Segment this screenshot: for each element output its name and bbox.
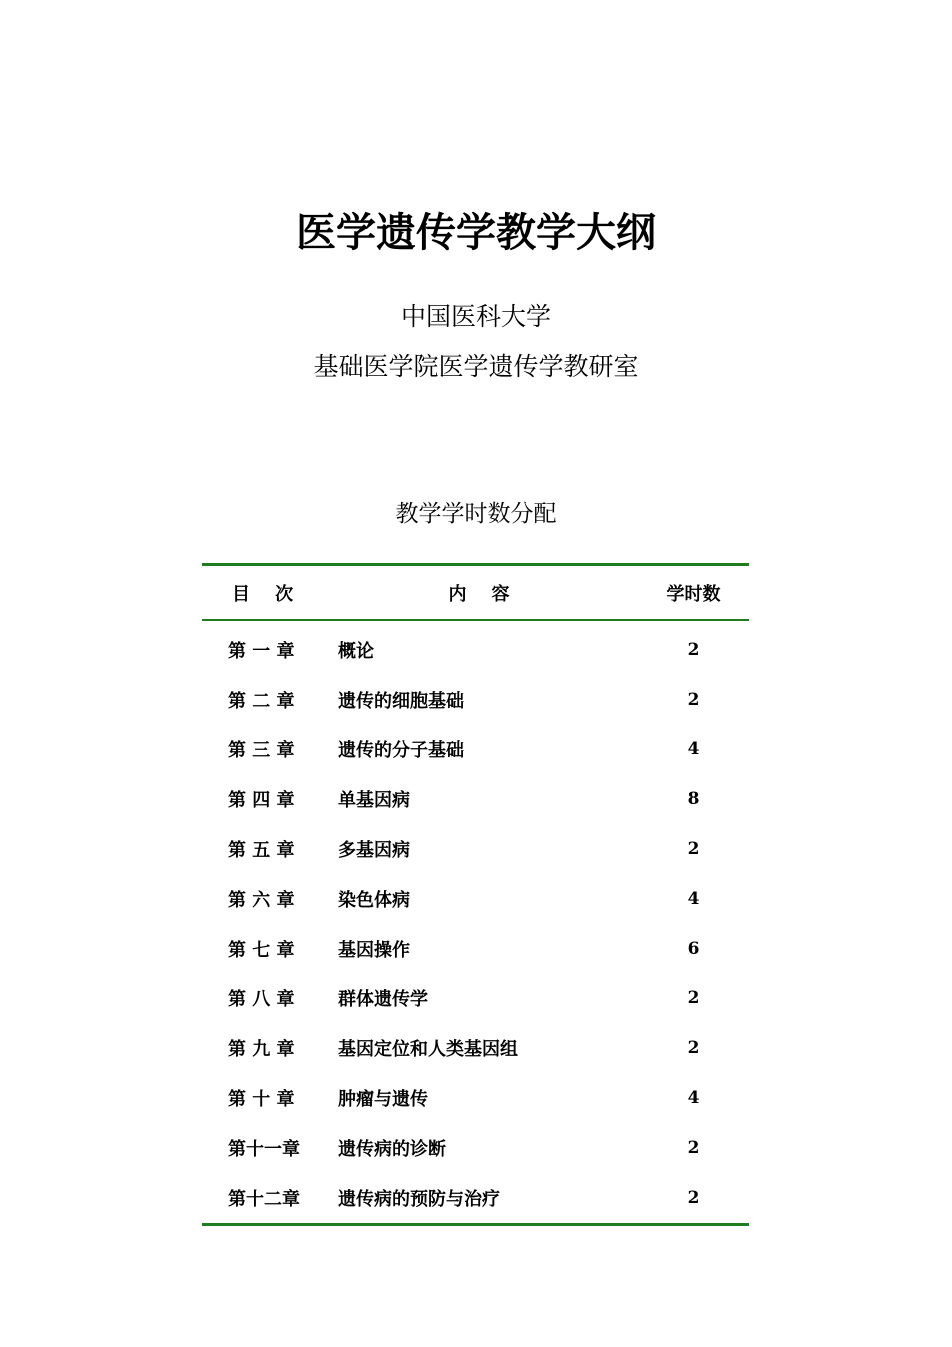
chapter-content: 遗传的分子基础 (338, 740, 464, 762)
chapter-number: 第 八 章 (228, 989, 295, 1011)
chapter-content: 遗传的细胞基础 (338, 690, 464, 712)
chapter-hours: 2 (687, 839, 700, 860)
chapter-number: 第 七 章 (228, 939, 295, 961)
chapter-hours: 6 (687, 938, 700, 959)
chapter-hours: 2 (687, 639, 700, 660)
chapter-number: 第 五 章 (228, 840, 295, 862)
table-row (202, 824, 749, 874)
chapter-content: 概论 (338, 640, 374, 662)
chapter-number: 第 六 章 (228, 889, 295, 911)
chapter-hours: 2 (687, 1038, 700, 1059)
chapter-content: 多基因病 (338, 840, 410, 862)
header-chapter: 目 次 (202, 565, 338, 621)
chapter-content: 单基因病 (338, 790, 410, 812)
table-row (202, 924, 749, 974)
chapter-number: 第 二 章 (228, 690, 295, 712)
header-hours: 学时数 (620, 565, 749, 621)
chapter-hours: 4 (687, 1088, 700, 1109)
table-row (202, 1123, 749, 1173)
chapter-hours: 8 (687, 789, 700, 810)
table-row (202, 725, 749, 775)
chapter-hours: 4 (687, 739, 700, 760)
chapter-number: 第 三 章 (228, 740, 295, 762)
document-title: 医学遗传学教学大纲 (296, 209, 656, 256)
chapter-number: 第 四 章 (228, 790, 295, 812)
chapter-number: 第十二章 (228, 1188, 300, 1210)
chapter-content: 肿瘤与遗传 (338, 1089, 428, 1111)
chapter-content: 染色体病 (338, 889, 410, 911)
department-name: 基础医学院医学遗传学教研室 (313, 352, 639, 381)
chapter-content: 遗传病的诊断 (338, 1138, 446, 1160)
chapter-hours: 2 (687, 1137, 700, 1158)
chapter-number: 第 十 章 (228, 1089, 295, 1111)
header-content: 内 容 (338, 565, 620, 621)
table-row (202, 675, 749, 725)
table-row (202, 1073, 749, 1123)
chapter-number: 第十一章 (228, 1138, 300, 1160)
chapter-content: 群体遗传学 (338, 989, 428, 1011)
chapter-content: 基因定位和人类基因组 (338, 1039, 518, 1061)
chapter-content: 遗传病的预防与治疗 (338, 1188, 500, 1210)
table-row (202, 974, 749, 1024)
table-row (202, 1023, 749, 1073)
chapter-hours: 2 (687, 689, 700, 710)
table-row (202, 1173, 749, 1224)
chapter-number: 第 九 章 (228, 1039, 295, 1061)
table-row (202, 874, 749, 924)
chapter-hours: 2 (687, 1187, 700, 1208)
table-row (202, 774, 749, 824)
teaching-hours-table (202, 563, 749, 1226)
table-row (202, 620, 749, 675)
table-header-row (202, 565, 749, 621)
chapter-content: 基因操作 (338, 939, 410, 961)
chapter-number: 第 一 章 (228, 640, 295, 662)
chapter-hours: 2 (687, 988, 700, 1009)
chapter-hours: 4 (687, 888, 700, 909)
section-title: 教学学时数分配 (395, 501, 557, 527)
university-name: 中国医科大学 (400, 302, 551, 331)
